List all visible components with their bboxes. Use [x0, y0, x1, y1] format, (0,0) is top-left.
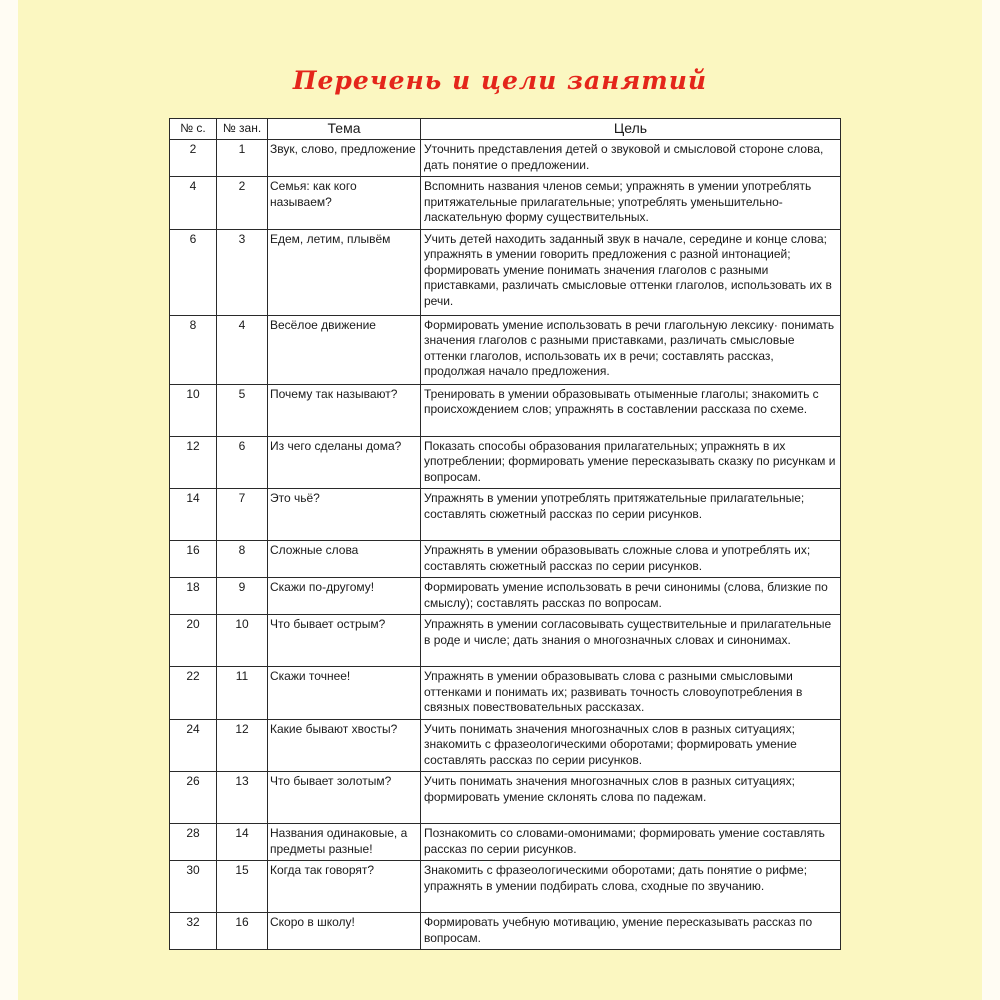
lesson-number-cell: 15: [217, 861, 268, 913]
table-row: [170, 140, 841, 177]
lesson-number-cell: 12: [217, 719, 268, 772]
topic-cell: Семья: как кого называем?: [268, 177, 421, 230]
table-row: [170, 719, 841, 772]
page-number-cell: 26: [170, 772, 217, 824]
page-number-cell: 10: [170, 384, 217, 436]
topic-cell: Что бывает острым?: [268, 615, 421, 667]
goal-cell: Формировать умение использовать в речи глагольную лексику· понимать значения глаголов с разными приставками, различать смысловые оттенки глаголов, использовать их в речи; составлять рассказ, продолжая начало предложения.: [421, 315, 841, 384]
table-row: [170, 772, 841, 824]
table-row: [170, 229, 841, 315]
page-number-cell: 12: [170, 436, 217, 489]
header-goal: Цель: [421, 119, 841, 140]
goal-cell: Вспомнить названия членов семьи; упражнять в умении употреблять притяжательные прилагательные; употреблять уменьшительно-ласкательную форму существительных.: [421, 177, 841, 230]
lesson-number-cell: 4: [217, 315, 268, 384]
goal-cell: Упражнять в умении образовывать слова с разными смысловыми оттенками и понимать их; развивать точность словоупотребления в связных повествовательных рассказах.: [421, 667, 841, 720]
goal-cell: Учить детей находить заданный звук в начале, середине и конце слова; упражнять в умении говорить предложения с разной интонацией; формировать умение понимать значения глаголов с разными приставками, различать смысловые оттенки глаголов, использовать их в речи.: [421, 229, 841, 315]
table-row: [170, 436, 841, 489]
table-row: [170, 315, 841, 384]
table-row: [170, 913, 841, 950]
lesson-number-cell: 11: [217, 667, 268, 720]
table-row: [170, 489, 841, 541]
header-topic: Тема: [268, 119, 421, 140]
lesson-number-cell: 5: [217, 384, 268, 436]
goal-cell: Уточнить представления детей о звуковой и смысловой стороне слова, дать понятие о предложении.: [421, 140, 841, 177]
page-number-cell: 16: [170, 541, 217, 578]
topic-cell: Какие бывают хвосты?: [268, 719, 421, 772]
page-number-cell: 20: [170, 615, 217, 667]
goal-cell: Познакомить со словами-омонимами; формировать умение составлять рассказ по серии рисунков.: [421, 824, 841, 861]
topic-cell: Едем, летим, плывём: [268, 229, 421, 315]
goal-cell: Тренировать в умении образовывать отыменные глаголы; знакомить с происхождением слов; упражнять в составлении рассказа по схеме.: [421, 384, 841, 436]
page-number-cell: 24: [170, 719, 217, 772]
table-header-row: [170, 119, 841, 140]
lesson-number-cell: 14: [217, 824, 268, 861]
page-number-cell: 32: [170, 913, 217, 950]
topic-cell: Когда так говорят?: [268, 861, 421, 913]
topic-cell: Звук, слово, предложение: [268, 140, 421, 177]
lesson-number-cell: 6: [217, 436, 268, 489]
goal-cell: Упражнять в умении согласовывать существительные и прилагательные в роде и числе; дать знания о многозначных словах и синонимах.: [421, 615, 841, 667]
topic-cell: Что бывает золотым?: [268, 772, 421, 824]
lesson-number-cell: 16: [217, 913, 268, 950]
page-number-cell: 6: [170, 229, 217, 315]
topic-cell: Скоро в школу!: [268, 913, 421, 950]
table-row: [170, 824, 841, 861]
goal-cell: Показать способы образования прилагательных; упражнять в их употреблении; формировать умение пересказывать сказку по рисункам и вопросам.: [421, 436, 841, 489]
topic-cell: Весёлое движение: [268, 315, 421, 384]
page-number-cell: 2: [170, 140, 217, 177]
table-row: [170, 667, 841, 720]
page-title: Перечень и цели занятий: [292, 66, 708, 95]
table-row: [170, 578, 841, 615]
page-number-cell: 18: [170, 578, 217, 615]
page-number-cell: 22: [170, 667, 217, 720]
lesson-number-cell: 2: [217, 177, 268, 230]
page-number-cell: 30: [170, 861, 217, 913]
page-number-cell: 8: [170, 315, 217, 384]
lesson-number-cell: 1: [217, 140, 268, 177]
topic-cell: Почему так называют?: [268, 384, 421, 436]
goal-cell: Знакомить с фразеологическими оборотами; дать понятие о рифме; упражнять в умении подбирать слова, сходные по звучанию.: [421, 861, 841, 913]
table-row: [170, 541, 841, 578]
goal-cell: Формировать умение использовать в речи синонимы (слова, близкие по смыслу); составлять рассказ по вопросам.: [421, 578, 841, 615]
lessons-table: [169, 118, 841, 950]
topic-cell: Скажи точнее!: [268, 667, 421, 720]
table-row: [170, 615, 841, 667]
goal-cell: Упражнять в умении образовывать сложные слова и употреблять их; составлять сюжетный рассказ по серии рисунков.: [421, 541, 841, 578]
table-row: [170, 384, 841, 436]
lesson-number-cell: 10: [217, 615, 268, 667]
lesson-number-cell: 7: [217, 489, 268, 541]
topic-cell: Скажи по-другому!: [268, 578, 421, 615]
goal-cell: Учить понимать значения многозначных слов в разных ситуациях; знакомить с фразеологическими оборотами; формировать умение составлять рассказ по серии рисунков.: [421, 719, 841, 772]
page-number-cell: 28: [170, 824, 217, 861]
lesson-number-cell: 13: [217, 772, 268, 824]
page-number-cell: 4: [170, 177, 217, 230]
header-lesson-number: № зан.: [217, 119, 268, 140]
topic-cell: Это чьё?: [268, 489, 421, 541]
header-page-number: № с.: [170, 119, 217, 140]
topic-cell: Из чего сделаны дома?: [268, 436, 421, 489]
goal-cell: Формировать учебную мотивацию, умение пересказывать рассказ по вопросам.: [421, 913, 841, 950]
lesson-number-cell: 9: [217, 578, 268, 615]
topic-cell: Названия одинаковые, а предметы разные!: [268, 824, 421, 861]
goal-cell: Учить понимать значения многозначных слов в разных ситуациях; формировать умение склонять слова по падежам.: [421, 772, 841, 824]
table-row: [170, 177, 841, 230]
table-row: [170, 861, 841, 913]
lesson-number-cell: 8: [217, 541, 268, 578]
topic-cell: Сложные слова: [268, 541, 421, 578]
goal-cell: Упражнять в умении употреблять притяжательные прилагательные; составлять сюжетный рассказ по серии рисунков.: [421, 489, 841, 541]
lesson-number-cell: 3: [217, 229, 268, 315]
page-number-cell: 14: [170, 489, 217, 541]
